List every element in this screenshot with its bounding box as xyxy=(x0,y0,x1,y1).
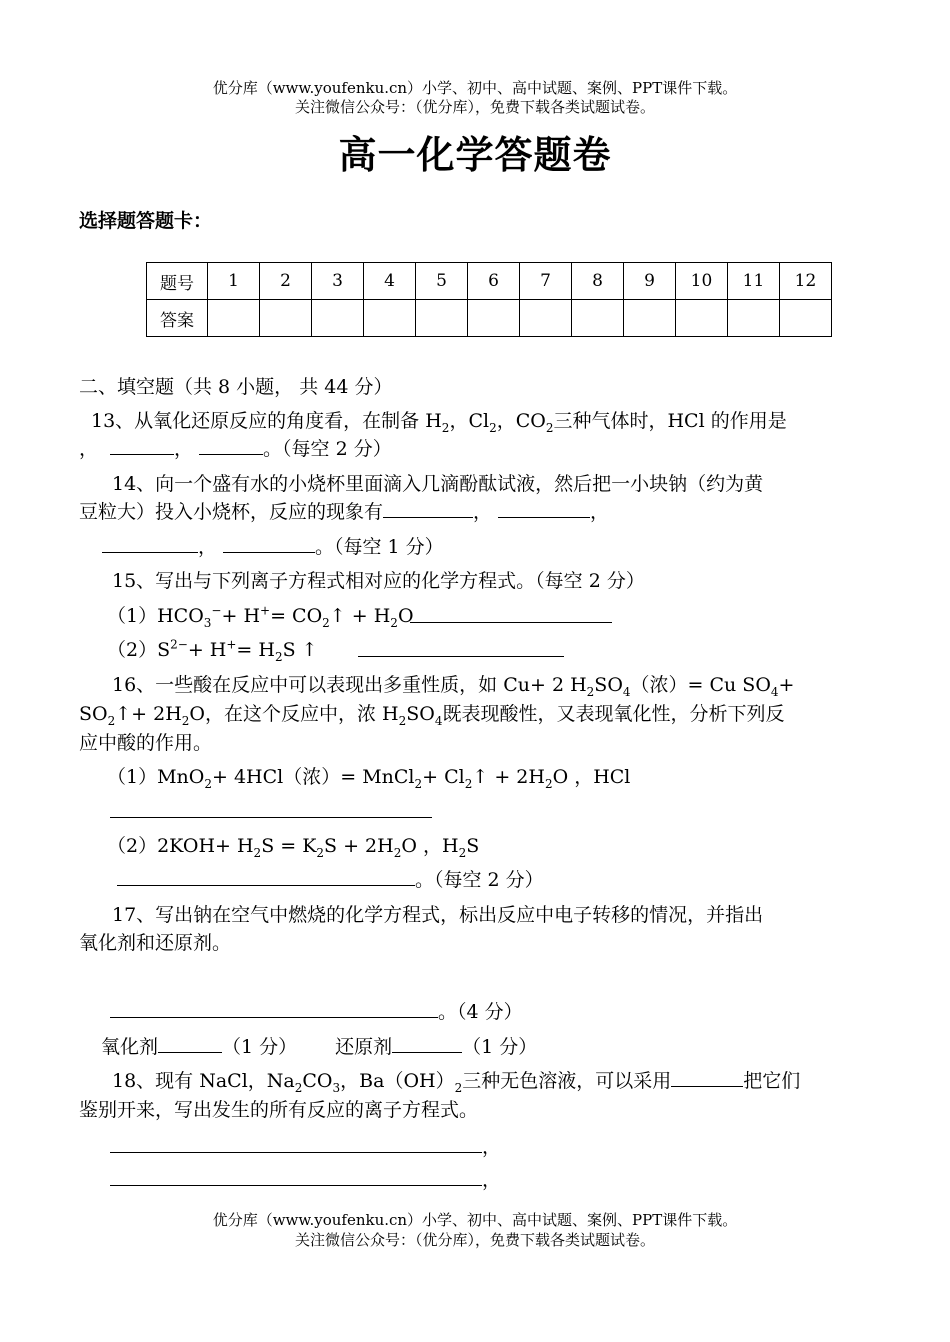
q14-line1: 14、向一个盛有水的小烧杯里面滴入几滴酚酞试液，然后把一小块钠（约为黄 xyxy=(112,473,764,495)
table-cell: 5 xyxy=(416,263,468,300)
answer-blank[interactable] xyxy=(110,799,432,822)
answer-cell[interactable] xyxy=(676,300,728,337)
header-line-1: 优分库（www.youfenku.cn）小学、初中、高中试题、案例、PPT课件下载。 xyxy=(212,79,738,97)
answer-cell[interactable] xyxy=(572,300,624,337)
answer-cell[interactable] xyxy=(260,300,312,337)
table-row-numbers xyxy=(147,263,832,300)
table-cell: 10 xyxy=(676,263,728,300)
table-cell: 11 xyxy=(728,263,780,300)
answer-blank[interactable] xyxy=(410,604,612,627)
answer-cell[interactable] xyxy=(728,300,780,337)
section2-heading: 二、填空题（共 8 小题， 共 44 分） xyxy=(79,376,393,398)
answer-blank[interactable] xyxy=(199,436,263,455)
q17-line1: 17、写出钠在空气中燃烧的化学方程式，标出反应中电子转移的情况，并指出 xyxy=(112,904,764,926)
q18-line1: 18、现有 NaCl，$Na_2CO_3$，$Ba(OH)_2$三种无色溶液，可以采用 把它们 xyxy=(112,1070,801,1095)
q14-line3: ， 。（每空 1 分） xyxy=(102,534,444,560)
q16-answer-line: 。（每空 2 分） xyxy=(117,867,544,893)
q16-line3: 应中酸的作用。 xyxy=(79,732,213,754)
footer-line-2: 关注微信公众号：（优分库），免费下载各类试题试卷。 xyxy=(294,1231,655,1249)
answer-blank[interactable] xyxy=(383,499,473,518)
q15-part2: $(2)S^{2-}+ H^+= H_2S$ ↑ xyxy=(107,637,318,664)
table-cell: 6 xyxy=(468,263,520,300)
answer-cell[interactable] xyxy=(780,300,832,337)
footer-line-1: 优分库（www.youfenku.cn）小学、初中、高中试题、案例、PPT课件下载。 xyxy=(212,1211,738,1229)
q13-line1: 13、从氧化还原反应的角度看，在制备 $H_2$，$Cl_2$，$CO_2$三种气体时，HCl 的作用是 xyxy=(91,410,787,435)
answer-blank[interactable] xyxy=(102,534,198,553)
table-cell: 7 xyxy=(520,263,572,300)
q17-oxidant-reductant: 氧化剂 （1 分） 还原剂 （1 分） xyxy=(101,1036,538,1058)
answer-cell[interactable] xyxy=(416,300,468,337)
answer-blank[interactable] xyxy=(392,1034,462,1053)
answer-cell[interactable] xyxy=(468,300,520,337)
answer-blank[interactable] xyxy=(110,1134,482,1153)
answer-card-table xyxy=(146,262,832,337)
answer-blank[interactable] xyxy=(223,534,315,553)
answer-cell[interactable] xyxy=(624,300,676,337)
q17-answer-line: 。（4 分） xyxy=(110,999,523,1025)
q16-part2: $(2)2KOH+ H_2S = K_2S + 2H_2O$ ，$H_2S$ xyxy=(107,835,480,860)
q16-part1: （1）MnO$_2$+ 4HCl（浓）= MnCl$_2$+ $Cl_2↑ + 2H_2O$ ，HCl xyxy=(107,766,631,791)
answer-blank[interactable] xyxy=(110,1167,482,1186)
table-cell: 2 xyxy=(260,263,312,300)
table-cell: 8 xyxy=(572,263,624,300)
answer-blank[interactable] xyxy=(671,1068,743,1087)
q18-answer-2: ， xyxy=(110,1167,501,1193)
table-cell: 12 xyxy=(780,263,832,300)
q16-line1: 16、一些酸在反应中可以表现出多重性质，如 Cu+ 2 $H_2SO_4$（浓）= Cu $SO_4+$ xyxy=(112,674,795,699)
answer-blank[interactable] xyxy=(117,867,415,886)
table-row-answers xyxy=(147,300,832,337)
section1-label: 选择题答题卡： xyxy=(79,210,213,232)
q18-answer-1: ， xyxy=(110,1134,501,1160)
q15-part1: $(1)HCO_3^-+ H^+=$ $CO_2↑ + H_2O$ xyxy=(107,603,414,630)
answer-cell[interactable] xyxy=(364,300,416,337)
table-header-number: 题号 xyxy=(147,263,208,300)
page-title: 高一化学答题卷 xyxy=(338,132,612,177)
answer-blank[interactable] xyxy=(158,1034,222,1053)
answer-blank[interactable] xyxy=(498,499,590,518)
q17-line2: 氧化剂和还原剂。 xyxy=(79,932,232,954)
q13-line2: ， ， 。（每空 2 分） xyxy=(79,438,392,460)
q16-line2: $SO_2↑+ 2H_2O$，在这个反应中，浓 $H_2SO_4$既表现酸性，又表现氧化性，分析下列反 xyxy=(79,703,785,728)
q18-line2: 鉴别开来，写出发生的所有反应的离子方程式。 xyxy=(79,1099,479,1121)
answer-cell[interactable] xyxy=(520,300,572,337)
table-cell: 1 xyxy=(208,263,260,300)
answer-blank[interactable] xyxy=(110,999,438,1018)
answer-blank[interactable] xyxy=(110,436,174,455)
q15-intro: 15、写出与下列离子方程式相对应的化学方程式。（每空 2 分） xyxy=(112,570,645,592)
answer-blank[interactable] xyxy=(358,638,564,661)
table-cell: 3 xyxy=(312,263,364,300)
table-header-answer: 答案 xyxy=(147,300,208,337)
header-line-2: 关注微信公众号：（优分库），免费下载各类试题试卷。 xyxy=(294,98,655,116)
answer-cell[interactable] xyxy=(208,300,260,337)
table-cell: 9 xyxy=(624,263,676,300)
table-cell: 4 xyxy=(364,263,416,300)
answer-cell[interactable] xyxy=(312,300,364,337)
q14-line2: 豆粒大）投入小烧杯，反应的现象有 ， ， xyxy=(79,501,610,523)
